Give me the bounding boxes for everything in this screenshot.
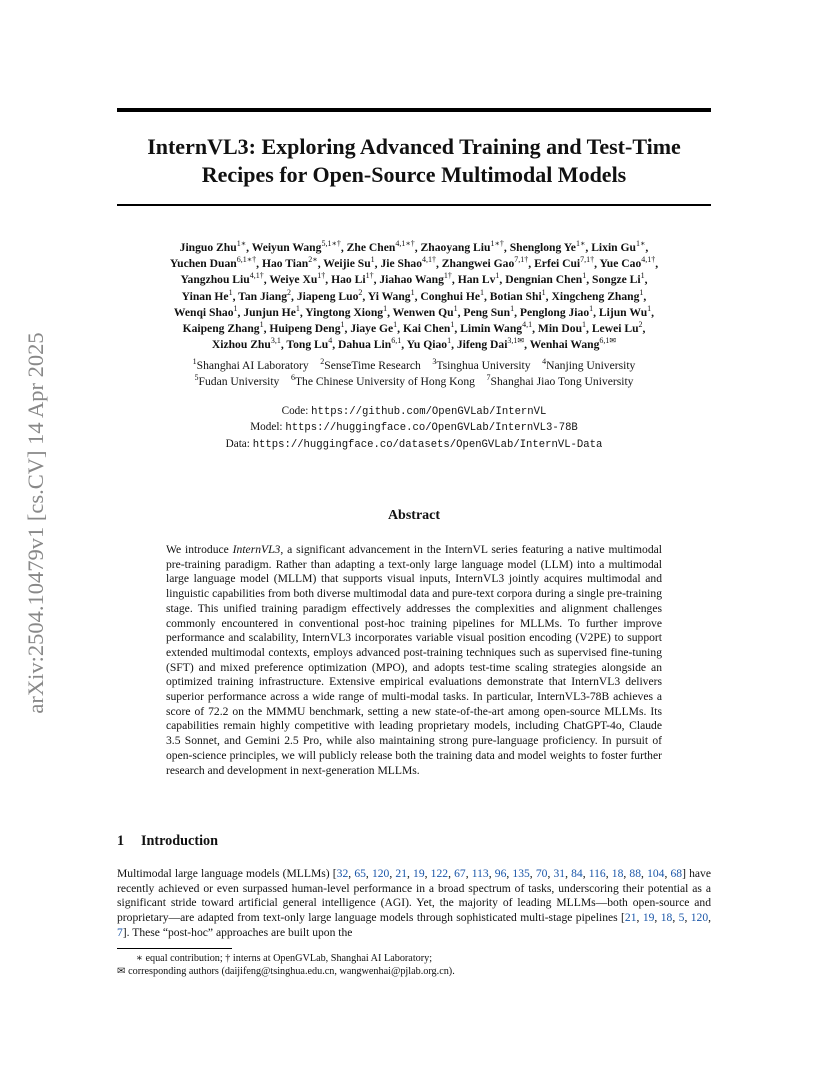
affiliation-line xyxy=(117,358,711,374)
author-name: Wenqi Shao xyxy=(173,305,234,319)
author-name: Hao Tian xyxy=(261,257,309,271)
citation-link[interactable]: 68 xyxy=(670,867,683,880)
author-affiliation-mark: 4 xyxy=(328,336,333,346)
author-line: Xizhou Zhu$^{3,1}$, Tong Lu$^4$, Dahua Lin$^{6,1}$, Yu Qiao$^1$, Jifeng Dai$^{3,1✉}$, Wenhai Wang$^{6,1✉}$ xyxy=(211,336,617,352)
author-name: Zhe Chen xyxy=(346,241,396,254)
title-line-2: Recipes for Open-Source Multimodal Models xyxy=(201,162,627,187)
author-name: Penglong Jiao xyxy=(519,305,590,319)
affiliation-number: 5 xyxy=(194,372,199,382)
code-url[interactable]: https://github.com/OpenGVLab/InternVL xyxy=(311,406,547,418)
paper-title xyxy=(117,133,711,189)
intro-text: Multimodal large language models (MLLMs) [ xyxy=(117,867,337,880)
author-affiliation-mark: 1† xyxy=(317,271,326,281)
author-affiliation-mark: 1 xyxy=(447,336,452,346)
affiliation-number: 2 xyxy=(320,357,325,367)
footnote-2: ✉ corresponding authors (daijifeng@tsinghua.edu.cn, wangwenhai@pjlab.org.cn). xyxy=(117,966,455,978)
author-name: Yu Qiao xyxy=(406,338,448,352)
author-affiliation-mark: 1 xyxy=(259,320,264,330)
citation-link[interactable]: 113 xyxy=(471,867,489,880)
intro-paragraph: Multimodal large language models (MLLMs) [32, 65, 120, 21, 19, 122, 67, 113, 96, 135, 70, 31, 84, 116, 18, 88, 104, 68] have recently achieved or even surpassed human-level performance in a broad spectrum of tasks, underscoring their potential as a significant stride toward artificial general intelligence (AGI). Yet, the majority of leading MLLMs—both open-source and proprietary—are adapted from text-only large language models through sophisticated multi-stage pipelines [21, 19, 18, 5, 120, 7]. These “post-hoc” approaches are built upon the xyxy=(117,867,712,939)
author-name: Yuchen Duan xyxy=(169,257,237,271)
author-affiliation-mark: 5,1∗† xyxy=(321,239,341,249)
author-name: Lewei Lu xyxy=(591,322,639,336)
author-name: Weiye Xu xyxy=(269,273,318,287)
abstract-model-name: InternVL3 xyxy=(232,543,281,556)
citation-link[interactable]: 70 xyxy=(535,867,548,880)
author-name: Yi Wang xyxy=(367,289,411,303)
citation-link[interactable]: 18 xyxy=(660,911,673,925)
section-heading xyxy=(117,833,218,850)
author-name: Tong Lu xyxy=(286,338,329,352)
citation-link[interactable]: 19 xyxy=(642,911,655,925)
author-affiliation-mark: 4,1∗† xyxy=(395,239,415,249)
author-affiliation-mark: 1 xyxy=(640,271,645,281)
author-name: Jie Shao xyxy=(380,257,422,271)
author-affiliation-mark: 1 xyxy=(450,320,455,330)
model-url[interactable]: https://huggingface.co/OpenGVLab/InternVL3-78B xyxy=(285,422,578,435)
author-affiliation-mark: 6,1✉ xyxy=(599,336,617,346)
author-name: Botian Shi xyxy=(489,289,542,303)
affiliation-number: 7 xyxy=(486,372,491,382)
intro-text: ]. These “post-hoc” approaches are built upon the xyxy=(122,925,353,939)
author-affiliation-mark: 2 xyxy=(287,287,292,297)
author-line: Yinan He$^1$, Tan Jiang$^2$, Jiapeng Luo$^2$, Yi Wang$^1$, Conghui He$^1$, Botian Shi$^1$, Xingcheng Zhang$^1$, xyxy=(181,287,647,303)
citation-link[interactable]: 67 xyxy=(454,867,466,880)
data-label: Data: xyxy=(225,437,250,450)
author-affiliation-mark: 1 xyxy=(541,287,546,297)
citation-link[interactable]: 88 xyxy=(629,867,642,880)
citation-link[interactable]: 19 xyxy=(413,867,425,880)
author-affiliation-mark: 1 xyxy=(480,287,484,297)
footnotes xyxy=(117,952,711,979)
author-affiliation-mark: 1 xyxy=(589,303,594,313)
abstract-heading: Abstract xyxy=(387,508,441,523)
abstract-text: , a significant advancement in the InternVL series featuring a native multimodal pre-training paradigm. Rather than adapting a text-only large language model (LLM) into a multimodal large language model (MLLM) that supports visual inputs, InternVL3 jointly acquires multimodal and linguistic capabilities from both diverse multimodal data and pure-text corpora during a single pre-training stage. This unified training paradigm effectively addresses the complexities and alignment challenges commonly encountered in conventional post-hoc training pipelines for MLLMs. To further improve performance and scalability, InternVL3 incorporates variable visual position encoding (V2PE) to support extended multimodal contexts, employs advanced post-training techniques such as supervised fine-tuning (SFT) and mixed preference optimization (MPO), and adopts test-time scaling strategies alongside an optimized training infrastructure. Extensive empirical evaluations demonstrate that InternVL3 delivers superior performance across a wide range of multi-modal tasks. In particular, InternVL3-78B achieves a score of 72.2 on the MMMU benchmark, setting a new state-of-the-art among open-source MLLMs. Its capabilities remain highly competitive with leading proprietary models, including ChatGPT-4o, Claude 3.5 Sonnet, and Gemini 2.5 Pro, while also maintaining strong pure-language proficiency. In pursuit of open-science principles, we will publicly release both the training data and model weights to foster further research and development in next-generation MLLMs. xyxy=(166,543,662,777)
author-affiliation-mark: 1 xyxy=(383,303,388,313)
citation-link[interactable]: 21 xyxy=(395,867,407,880)
author-affiliation-mark: 6,1 xyxy=(391,336,402,346)
author-name: Xingcheng Zhang xyxy=(551,289,640,303)
affiliation-name: Tsinghua University xyxy=(436,359,531,372)
author-name: Tan Jiang xyxy=(238,289,288,303)
author-name: Wenhai Wang xyxy=(529,338,600,352)
footnote-1: ∗ equal contribution; † interns at OpenGVLab, Shanghai AI Laboratory; xyxy=(136,953,433,964)
author-affiliation-mark: 1∗ xyxy=(635,239,646,249)
citation-link[interactable]: 32 xyxy=(336,867,349,880)
citation-link[interactable]: 65 xyxy=(354,867,366,880)
author-affiliation-mark: 3,1✉ xyxy=(507,336,525,346)
citation-link[interactable]: 21 xyxy=(624,911,637,925)
title-bottom-rule xyxy=(117,204,711,206)
author-name: Jiaye Ge xyxy=(350,322,394,336)
author-name: Kai Chen xyxy=(402,322,451,336)
citation-link[interactable]: 120 xyxy=(690,911,709,925)
author-affiliation-mark: 3,1 xyxy=(270,336,281,346)
author-affiliation-mark: 1 xyxy=(453,303,458,313)
abstract-lead: We introduce xyxy=(166,543,233,556)
author-name: Lijun Wu xyxy=(598,305,648,319)
author-line: Wenqi Shao$^1$, Junjun He$^1$, Yingtong Xiong$^1$, Wenwen Qu$^1$, Peng Sun$^1$, Penglong Jiao$^1$, Lijun Wu$^1$, xyxy=(173,303,655,319)
author-affiliation-mark: 1∗† xyxy=(490,239,504,249)
author-affiliation-mark: 4,1† xyxy=(422,255,436,265)
author-name: Jifeng Dai xyxy=(456,338,508,352)
author-name: Weiyun Wang xyxy=(251,241,322,254)
author-name: Dahua Lin xyxy=(338,338,392,352)
author-affiliation-mark: 1∗ xyxy=(236,239,247,249)
arxiv-stamp-text: arXiv:2504.10479v1 [cs.CV] 14 Apr 2025 xyxy=(23,332,48,714)
author-affiliation-mark: 1 xyxy=(410,287,415,297)
author-name: Jiahao Wang xyxy=(379,273,444,287)
citation-link[interactable]: 5 xyxy=(678,911,685,925)
author-affiliation-mark: 1† xyxy=(365,271,374,281)
author-name: Lixin Gu xyxy=(591,241,636,254)
author-affiliation-mark: 1 xyxy=(228,287,233,297)
affiliation-name: SenseTime Research xyxy=(324,359,421,372)
author-name: Yangzhou Liu xyxy=(180,273,250,287)
author-name: Yingtong Xiong xyxy=(305,305,384,319)
author-name: Xizhou Zhu xyxy=(211,338,271,352)
author-line: Jinguo Zhu$^{1∗}$, Weiyun Wang$^{5,1∗\dagger}$, Zhe Chen$^{4,1∗\dagger}$, Zhaoyang Liu$^{1∗\dagger}$, Shenglong $Ye^{1∗}$, Lixin $Gu^{1∗}$, xyxy=(179,239,649,254)
author-affiliation-mark: 2∗ xyxy=(308,255,318,265)
author-name: Wenwen Qu xyxy=(392,305,454,319)
author-name: Huipeng Deng xyxy=(269,322,341,336)
author-list xyxy=(117,240,711,353)
author-name: Yue Cao xyxy=(599,257,642,271)
intro-text: ] have recently achieved or even surpassed human-level performance in a broad spectrum of tasks, underscoring their potential as a significant stride toward artificial general intelligence (AGI). Yet, the majority of leading MLLMs—both open-source and proprietary—are adapted from text-only large language models through sophisticated multi-stage pipelines [ xyxy=(117,867,711,925)
model-link-line xyxy=(117,420,711,436)
author-affiliation-mark: 1 xyxy=(370,255,375,265)
data-url[interactable]: https://huggingface.co/datasets/OpenGVLab/InternVL-Data xyxy=(252,438,603,451)
affiliation-number: 6 xyxy=(290,372,295,382)
author-affiliation-mark: 1 xyxy=(233,303,238,313)
author-name: Han Lv xyxy=(457,273,496,287)
citation-link[interactable]: 31 xyxy=(553,867,566,880)
author-name: Songze Li xyxy=(592,273,641,287)
author-name: Dengnian Chen xyxy=(505,273,583,287)
author-line: Kaipeng Zhang$^1$, Huipeng Deng$^1$, Jiaye Ge$^1$, Kai Chen$^1$, Limin Wang$^{4,1}$, Min Dou$^1$, Lewei Lu$^2$, xyxy=(182,320,646,336)
author-name: Peng Sun xyxy=(463,305,511,319)
author-name: Zhaoyang Liu xyxy=(420,241,491,254)
author-name: Conghui He xyxy=(420,289,480,303)
affiliation-name: Nanjing University xyxy=(546,359,636,372)
author-name: Limin Wang xyxy=(460,322,523,336)
author-affiliation-mark: 1† xyxy=(443,271,452,281)
citation-link[interactable]: 120 xyxy=(371,867,390,880)
code-link-line xyxy=(117,404,711,420)
author-name: Jiapeng Luo xyxy=(296,289,359,303)
code-label: Code: xyxy=(281,405,309,417)
author-affiliation-mark: 1∗ xyxy=(575,239,586,249)
author-name: Weijie Su xyxy=(323,257,371,271)
author-name: Min Dou xyxy=(537,322,583,336)
affiliation-line xyxy=(117,374,711,390)
citation-link[interactable]: 18 xyxy=(611,867,624,880)
author-affiliation-mark: 7,1† xyxy=(580,255,595,265)
author-affiliation-mark: 1 xyxy=(340,320,345,330)
author-affiliation-mark: 6,1∗† xyxy=(236,255,257,265)
author-affiliation-mark: 1 xyxy=(582,320,587,330)
author-affiliation-mark: 1 xyxy=(647,303,652,313)
author-affiliation-mark: 4,1† xyxy=(641,255,656,265)
author-line: Yangzhou Liu$^{4,1\dagger}$, Weiye $Xu^{1\dagger}$, Hao $Li^{1\dagger}$, Jiahao Wang$^{1\dagger}$, Han Lv$^1$, Dengnian Chen$^1$, Songze Li$^1$, xyxy=(180,271,648,287)
citation-link[interactable]: 122 xyxy=(430,867,449,880)
author-affiliation-mark: 1 xyxy=(295,303,300,313)
footnote-rule xyxy=(117,948,232,949)
citation-link[interactable]: 84 xyxy=(571,867,583,880)
affiliation-number: 1 xyxy=(192,357,197,367)
author-affiliation-mark: 4,1† xyxy=(249,271,264,281)
author-name: Kaipeng Zhang xyxy=(182,322,260,336)
citation-link[interactable]: 7 xyxy=(117,925,123,939)
author-affiliation-mark: 7,1† xyxy=(514,255,529,265)
author-affiliation-mark: 4,1 xyxy=(522,320,533,330)
affiliation-name: Shanghai AI Laboratory xyxy=(196,359,309,372)
author-name: Shenglong Ye xyxy=(509,241,576,254)
section-title: Introduction xyxy=(141,833,218,849)
author-name: Erfei Cui xyxy=(534,257,581,271)
affiliation-number: 4 xyxy=(542,357,547,367)
author-affiliation-mark: 2 xyxy=(638,320,643,330)
title-top-rule xyxy=(117,108,711,112)
author-name: Jinguo Zhu xyxy=(179,241,237,254)
author-name: Junjun He xyxy=(243,305,296,319)
affiliation-number: 3 xyxy=(432,357,437,367)
citation-link[interactable]: 96 xyxy=(494,867,507,880)
section-number: 1 xyxy=(117,833,125,849)
author-line: Yuchen Duan$^{6,1∗\dagger}$, Hao Tian$^{2∗}$, Weijie Su$^1$, Jie Shao$^{4,1\dagger}$, Zhangwei Gao$^{7,1\dagger}$, Erfei Cui$^{7,1\dagger}$, Yue Cao$^{4,1\dagger}$, xyxy=(169,255,659,271)
resource-links xyxy=(117,404,711,453)
affiliation-list xyxy=(117,358,711,389)
author-affiliation-mark: 1 xyxy=(495,271,500,281)
title-line-1: InternVL3: Exploring Advanced Training and Test-Time xyxy=(147,134,681,159)
citation-link[interactable]: 135 xyxy=(512,867,530,880)
author-affiliation-mark: 2 xyxy=(358,287,363,297)
author-name: Zhangwei Gao xyxy=(441,257,515,271)
author-affiliation-mark: 1 xyxy=(510,303,515,313)
data-link-line xyxy=(117,437,711,453)
author-affiliation-mark: 1 xyxy=(639,287,644,297)
abstract-body xyxy=(166,543,662,778)
citation-link[interactable]: 104 xyxy=(647,867,665,880)
author-affiliation-mark: 1 xyxy=(393,320,398,330)
author-name: Hao Li xyxy=(331,273,366,287)
model-label: Model: xyxy=(250,421,283,434)
author-name: Yinan He xyxy=(181,289,229,303)
affiliation-name: Shanghai Jiao Tong University xyxy=(490,374,634,388)
affiliation-name: Fudan University xyxy=(198,374,280,388)
author-affiliation-mark: 1 xyxy=(582,271,587,281)
citation-link[interactable]: 116 xyxy=(588,867,606,880)
affiliation-name: The Chinese University of Hong Kong xyxy=(294,374,475,388)
